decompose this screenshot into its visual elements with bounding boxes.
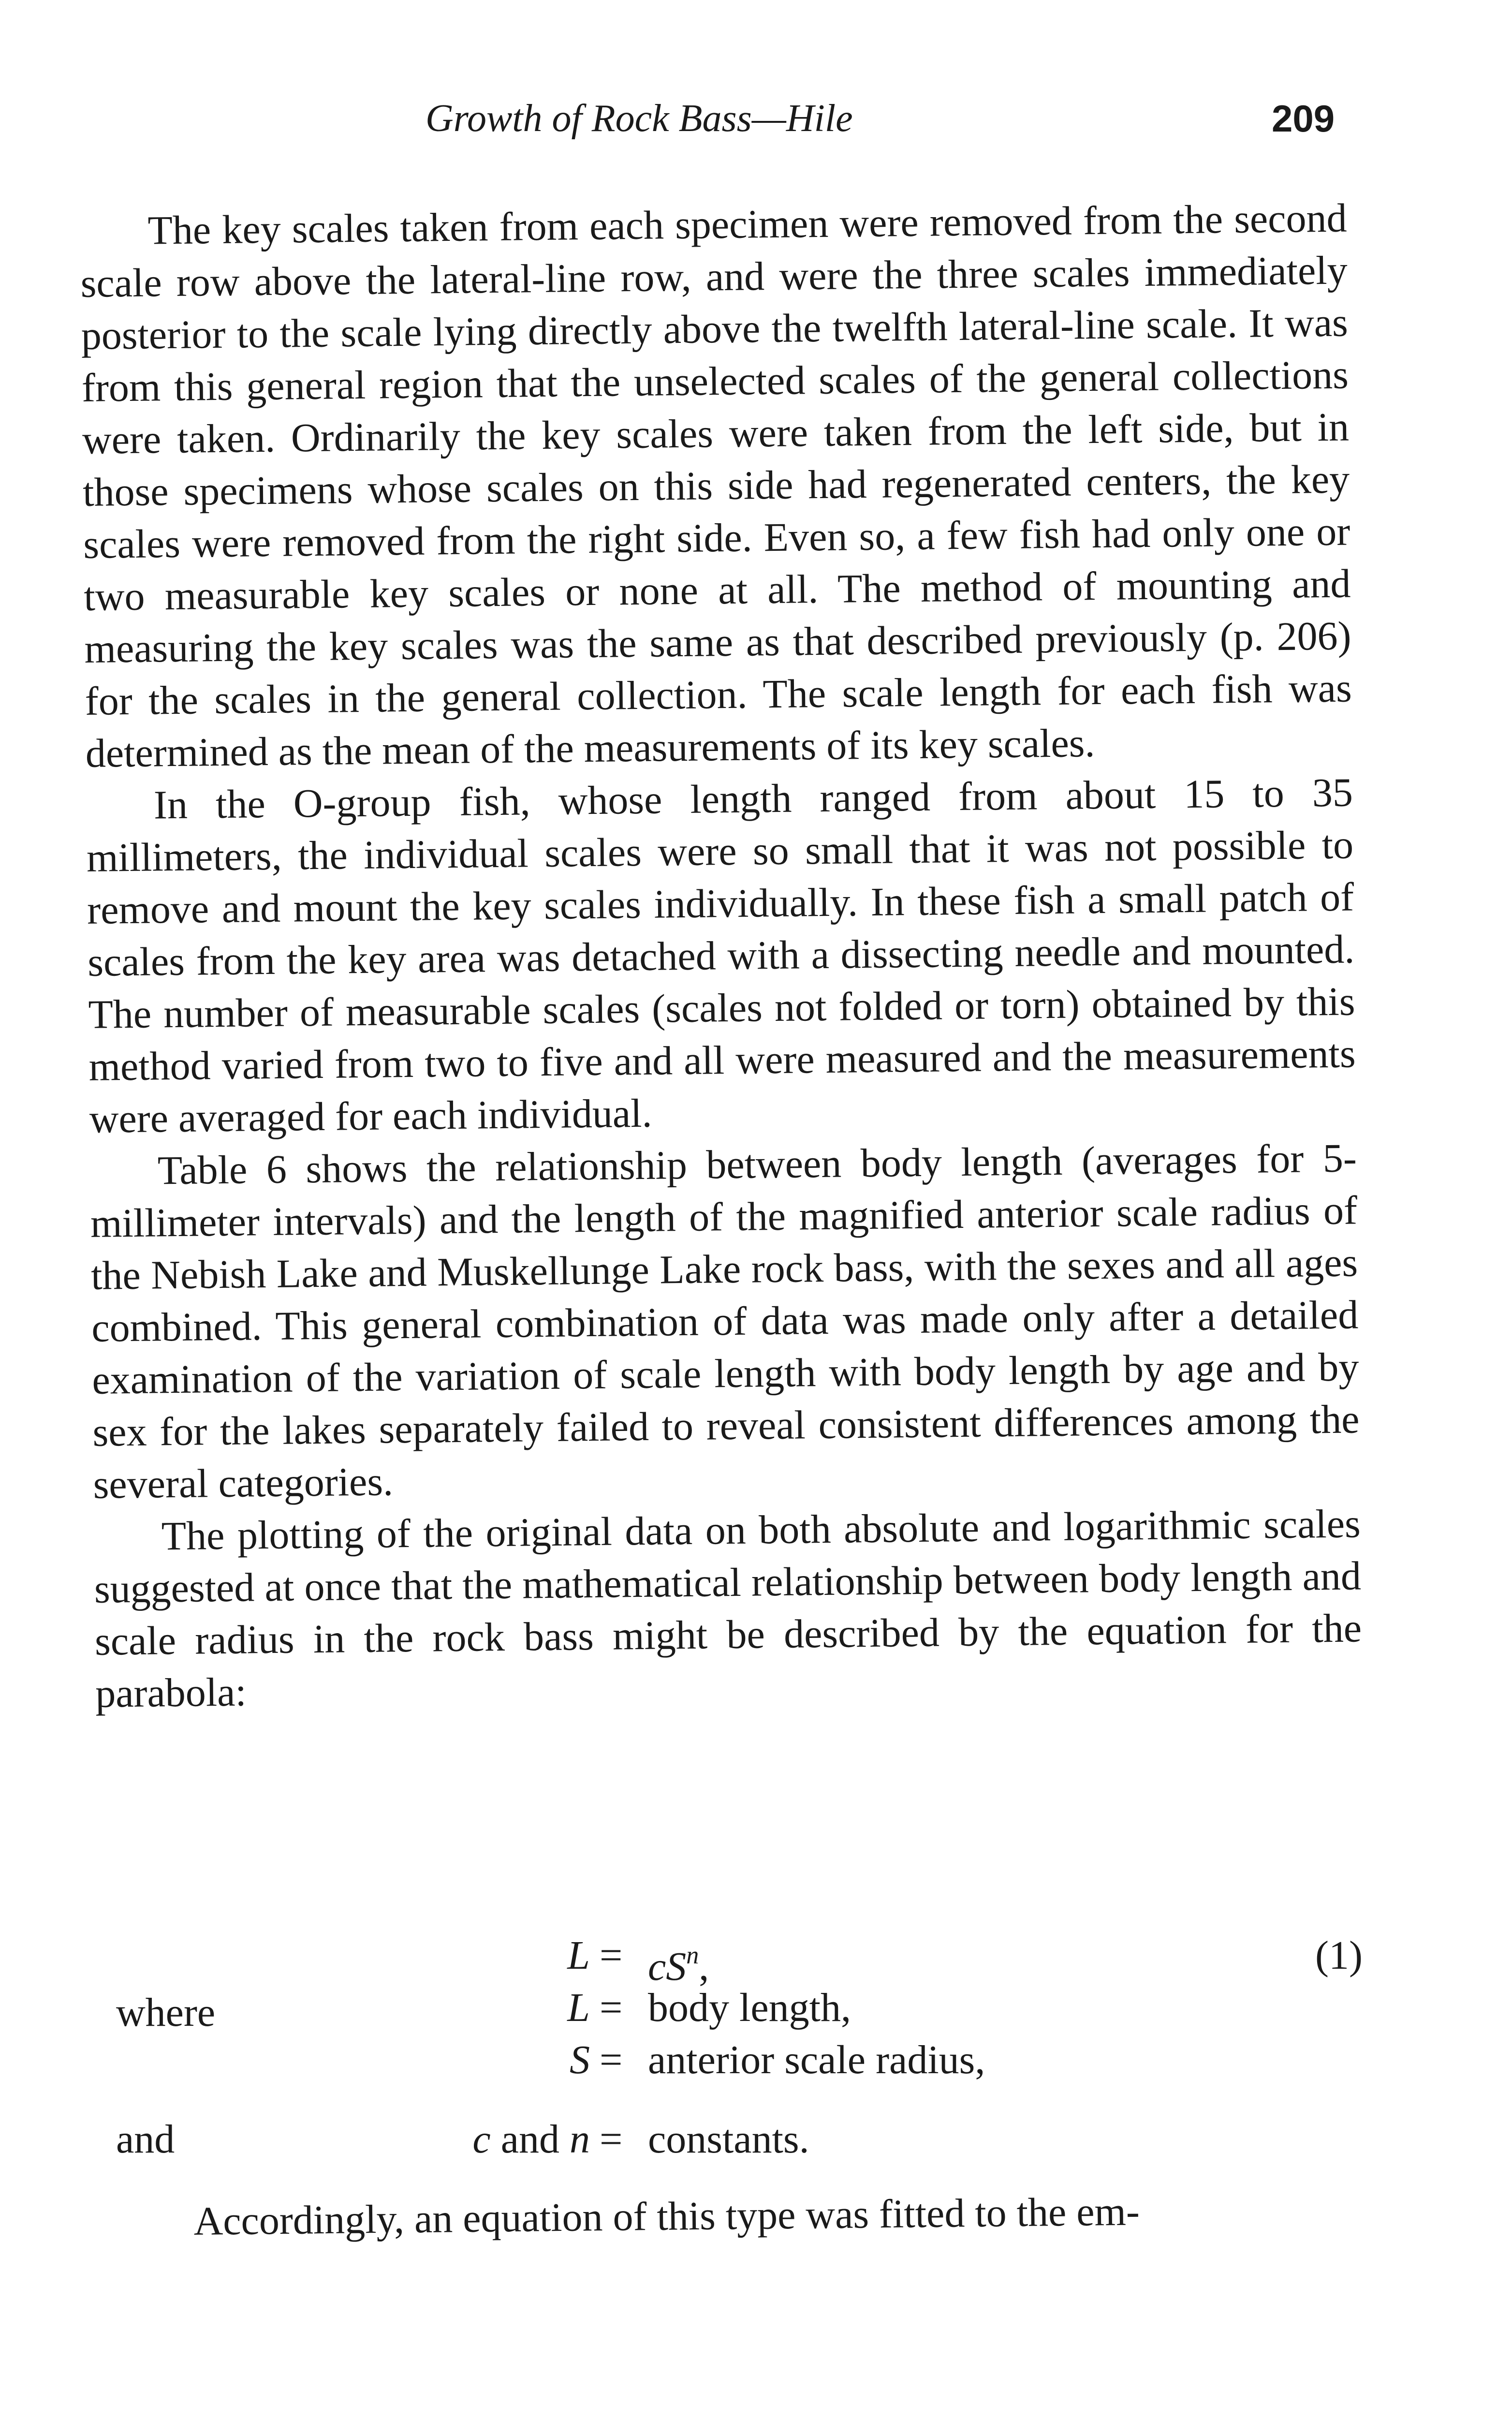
definition-lhs-s: S xyxy=(570,2037,590,2082)
equation-block xyxy=(116,1930,1373,2181)
running-head xyxy=(0,92,1512,150)
body-text xyxy=(80,192,1363,1720)
closing-line: Accordingly, an equation of this type was fitted to the em- xyxy=(193,2189,1140,2244)
definition-rhs-body-length: body length, xyxy=(648,1985,851,2030)
and-label: and xyxy=(116,2117,175,2162)
equation-number: (1) xyxy=(1315,1933,1363,1978)
equals-sign: = xyxy=(600,2037,623,2082)
equals-sign: = xyxy=(600,2117,623,2162)
equation-rhs-base: cS xyxy=(648,1944,687,1989)
definition-lhs-l: L xyxy=(567,1985,590,2030)
page-number: 209 xyxy=(1272,97,1335,140)
paragraph-table-6: Table 6 shows the relationship between body length (averages for 5-millimeter intervals) and the length of the magnified anterior scale radius of the Nebish Lake and Muskellunge Lake rock bass, with the sexes and all ages combined. This general combination of data was made only after a detailed examination of the variation of scale length with body length by age and by sex for the lakes separately failed to reveal consistent differences among the several categories. xyxy=(90,1135,1360,1507)
definition-rhs-scale-radius: anterior scale radius, xyxy=(648,2037,985,2082)
where-label: where xyxy=(116,1990,216,2035)
equals-sign: = xyxy=(600,1985,623,2030)
paragraph-key-scales: The key scales taken from each specimen were removed from the second scale row above the lateral-line row, and were the three scales immediately posterior to the scale lying directly above the twelfth lateral-line scale. It was from this general region that the unselected scales of the general collections were taken. Ordinarily the key scales were taken from the left side, but in those specimens whose scales on this side had regenerated centers, the key scales were removed from the right side. Even so, a few fish had only one or two measurable key scales or none at all. The method of mounting and measuring the key scales was the same as that described previously (p. 206) for the scales in the general collection. The scale length for each fish was determined as the mean of the measurements of its key scales. xyxy=(80,195,1352,776)
constant-c: c xyxy=(472,2117,491,2162)
running-title: Growth of Rock Bass—Hile xyxy=(426,97,853,140)
constants-and: and xyxy=(500,2117,559,2162)
equation-main xyxy=(116,1930,1373,1989)
definition-body-length xyxy=(116,1982,1373,2034)
definition-lhs-constants xyxy=(445,2113,590,2166)
equation-exponent: n xyxy=(686,1942,699,1969)
constant-n: n xyxy=(570,2117,590,2162)
equation-rhs-suffix: , xyxy=(699,1944,709,1989)
equals-sign: = xyxy=(600,1933,623,1978)
definition-rhs-constants: constants. xyxy=(648,2117,809,2162)
equation-lhs: L xyxy=(567,1933,590,1978)
definition-constants xyxy=(116,2113,1373,2166)
paragraph-o-group: In the O-group fish, whose length ranged from about 15 to 35 millimeters, the individual scales were so small that it was not possible to remove and mount the key scales individually. In these fish a small patch of scales from the key area was detached with a dissecting needle and mounted. The number of measurable scales (scales not folded or torn) obtained by this method varied from two to five and all were measured and the measurements were averaged for each individual. xyxy=(86,770,1356,1142)
paragraph-plotting: The plotting of the original data on both absolute and logarithmic scales suggested at once that the mathematical relationship between body length and scale radius in the rock bass might be described by the equation for the parabola: xyxy=(94,1501,1362,1716)
definition-scale-radius xyxy=(116,2034,1373,2086)
